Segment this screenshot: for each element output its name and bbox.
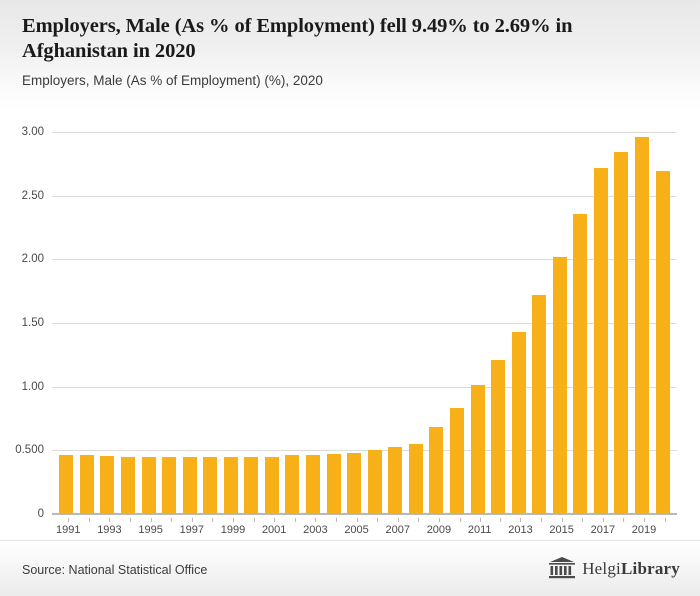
bar[interactable] (306, 455, 320, 514)
x-axis-tick-label: 1997 (179, 524, 205, 536)
bar-slot (652, 132, 673, 514)
bar-slot (303, 132, 324, 514)
page-title: Employers, Male (As % of Employment) fell 9.49% to 2.69% in Afghanistan in 2020 (22, 15, 573, 62)
chart-header (0, 0, 700, 112)
bar-slot (56, 132, 77, 514)
logo-text-light: Helgi (582, 559, 621, 578)
x-axis-tick (386, 518, 410, 536)
x-axis-tick-mark (623, 518, 624, 522)
x-axis-tick (533, 518, 550, 536)
bar[interactable] (491, 360, 505, 514)
helgi-library-logo[interactable] (549, 557, 680, 581)
bar-slot (77, 132, 98, 514)
bar[interactable] (183, 457, 197, 514)
bar[interactable] (656, 171, 670, 514)
x-axis-tick-mark (357, 518, 358, 522)
x-axis-tick-mark (500, 518, 501, 522)
source-note: Source: National Statistical Office (22, 563, 208, 577)
x-axis-tick (344, 518, 368, 536)
bar-slot (262, 132, 283, 514)
bar[interactable] (573, 214, 587, 515)
bar[interactable] (594, 168, 608, 514)
x-axis-tick-mark (89, 518, 90, 522)
x-axis-tick (56, 518, 80, 536)
bar[interactable] (471, 385, 485, 514)
x-axis-tick-mark (665, 518, 666, 522)
x-axis-tick-mark (520, 518, 521, 522)
bar-slot (200, 132, 221, 514)
x-axis-tick-mark (130, 518, 131, 522)
bar-slot (426, 132, 447, 514)
x-axis-tick (591, 518, 615, 536)
x-axis-tick (492, 518, 509, 536)
bar[interactable] (244, 457, 258, 514)
chart-subtitle: Employers, Male (As % of Employment) (%), 2020 (22, 73, 323, 88)
x-axis-tick-label: 1995 (138, 524, 163, 536)
bar-slot (179, 132, 200, 514)
bar-slot (570, 132, 591, 514)
x-axis-tick-mark (398, 518, 399, 522)
x-axis-tick-mark (541, 518, 542, 522)
x-axis-tick-mark (212, 518, 213, 522)
bar[interactable] (162, 457, 176, 514)
bar-slot (118, 132, 139, 514)
logo-text-bold: Library (620, 559, 680, 578)
x-axis-tick (163, 518, 180, 536)
x-axis-tick (549, 518, 573, 536)
x-axis-tick-mark (644, 518, 645, 522)
library-building-icon (549, 557, 575, 581)
bar-slot (550, 132, 571, 514)
x-axis-tick (632, 518, 656, 536)
bar[interactable] (450, 408, 464, 514)
x-axis-tick-mark (233, 518, 234, 522)
x-axis-tick (468, 518, 492, 536)
x-axis-tick-label: 2013 (508, 524, 533, 536)
x-axis-tick-mark (418, 518, 419, 522)
chart-footer (0, 540, 700, 596)
bar[interactable] (121, 457, 135, 514)
x-axis-tick-label: 1991 (56, 524, 81, 536)
x-axis-tick (328, 518, 345, 536)
x-axis (52, 518, 677, 540)
x-axis-tick-mark (336, 518, 337, 522)
bar-slot (344, 132, 365, 514)
bar-slot (529, 132, 550, 514)
x-axis-tick (427, 518, 451, 536)
x-axis-tick-mark (603, 518, 604, 522)
x-axis-tick (80, 518, 97, 536)
bar[interactable] (347, 453, 361, 514)
y-axis-tick-label: 1.50 (21, 317, 44, 329)
bar-slot (159, 132, 180, 514)
x-axis-tick-label: 2003 (303, 524, 328, 536)
x-axis-tick-mark (562, 518, 563, 522)
plot-region (15, 126, 677, 520)
x-axis-tick-label: 2017 (590, 524, 616, 536)
bar-series (52, 132, 677, 514)
x-axis-tick (262, 518, 286, 536)
x-axis-tick (97, 518, 121, 536)
bar-slot (591, 132, 612, 514)
bar[interactable] (429, 427, 443, 514)
x-axis-tick (574, 518, 591, 536)
x-axis-tick (451, 518, 468, 536)
y-axis-tick-label: 3.00 (21, 126, 44, 138)
bar[interactable] (532, 295, 546, 514)
bar[interactable] (203, 457, 217, 514)
x-axis-tick-mark (315, 518, 316, 522)
bar-slot (221, 132, 242, 514)
y-axis-tick-label: 2.50 (21, 189, 44, 202)
x-axis-tick-label: 2009 (426, 524, 452, 536)
x-axis-tick-label: 2015 (549, 524, 574, 536)
y-axis-tick-label: 2.00 (21, 253, 44, 266)
x-axis-tick (180, 518, 204, 536)
bar-slot (611, 132, 632, 514)
x-axis-tick-label: 2001 (261, 524, 287, 536)
bar-slot (508, 132, 529, 514)
x-axis-tick-mark (480, 518, 481, 522)
bar-slot (406, 132, 427, 514)
bar[interactable] (59, 455, 73, 514)
y-axis-tick-label: 1.00 (21, 380, 44, 393)
bar-slot (364, 132, 385, 514)
x-axis-tick-label: 2011 (467, 524, 492, 536)
bar[interactable] (142, 457, 156, 514)
bar[interactable] (512, 332, 526, 514)
y-gridline (52, 514, 677, 515)
x-axis-tick (369, 518, 386, 536)
x-axis-tick-mark (151, 518, 152, 522)
bar-slot (488, 132, 509, 514)
x-axis-tick (508, 518, 532, 536)
x-axis-tick-mark (439, 518, 440, 522)
bar-slot (138, 132, 159, 514)
x-axis-tick-mark (295, 518, 296, 522)
bar-slot (323, 132, 344, 514)
bar-slot (282, 132, 303, 514)
x-axis-tick-mark (171, 518, 172, 522)
bar-slot (385, 132, 406, 514)
bar-slot (467, 132, 488, 514)
x-axis-tick-mark (109, 518, 110, 522)
x-axis-tick-mark (377, 518, 378, 522)
bar[interactable] (635, 137, 649, 514)
x-axis-tick (221, 518, 245, 536)
x-axis-tick-label: 1999 (220, 524, 246, 536)
bar-slot (632, 132, 653, 514)
bar[interactable] (285, 455, 299, 514)
y-axis-tick-label: 0.500 (15, 444, 44, 457)
bar-slot (447, 132, 468, 514)
x-axis-tick-mark (274, 518, 275, 522)
x-axis-tick-label: 2007 (385, 524, 410, 536)
x-axis-tick (245, 518, 262, 536)
x-axis-tick-mark (254, 518, 255, 522)
x-axis-tick-label: 2019 (631, 524, 657, 536)
bar[interactable] (409, 444, 423, 514)
x-axis-tick (615, 518, 632, 536)
bar[interactable] (553, 257, 567, 514)
x-axis-tick (122, 518, 139, 536)
bar-slot (97, 132, 118, 514)
bar[interactable] (327, 454, 341, 514)
bar[interactable] (388, 447, 402, 514)
x-axis-tick (204, 518, 221, 536)
bar[interactable] (368, 450, 382, 514)
logo-text (582, 559, 680, 579)
bar[interactable] (224, 457, 238, 514)
bar[interactable] (80, 455, 94, 514)
bar[interactable] (614, 152, 628, 514)
bar[interactable] (100, 456, 114, 514)
x-axis-tick (410, 518, 427, 536)
x-axis-tick-label: 2005 (344, 524, 369, 536)
x-axis-tick-mark (460, 518, 461, 522)
x-axis-tick-label: 1993 (97, 524, 122, 536)
bar[interactable] (265, 457, 279, 514)
x-axis-tick-mark (582, 518, 583, 522)
x-axis-tick (303, 518, 327, 536)
x-axis-tick-mark (192, 518, 193, 522)
x-axis-tick (656, 518, 673, 536)
chart-area (0, 112, 700, 540)
bar-slot (241, 132, 262, 514)
x-axis-tick (286, 518, 303, 536)
x-axis-tick (138, 518, 162, 536)
x-axis-tick-mark (68, 518, 69, 522)
y-axis-tick-label: 0 (37, 508, 44, 520)
